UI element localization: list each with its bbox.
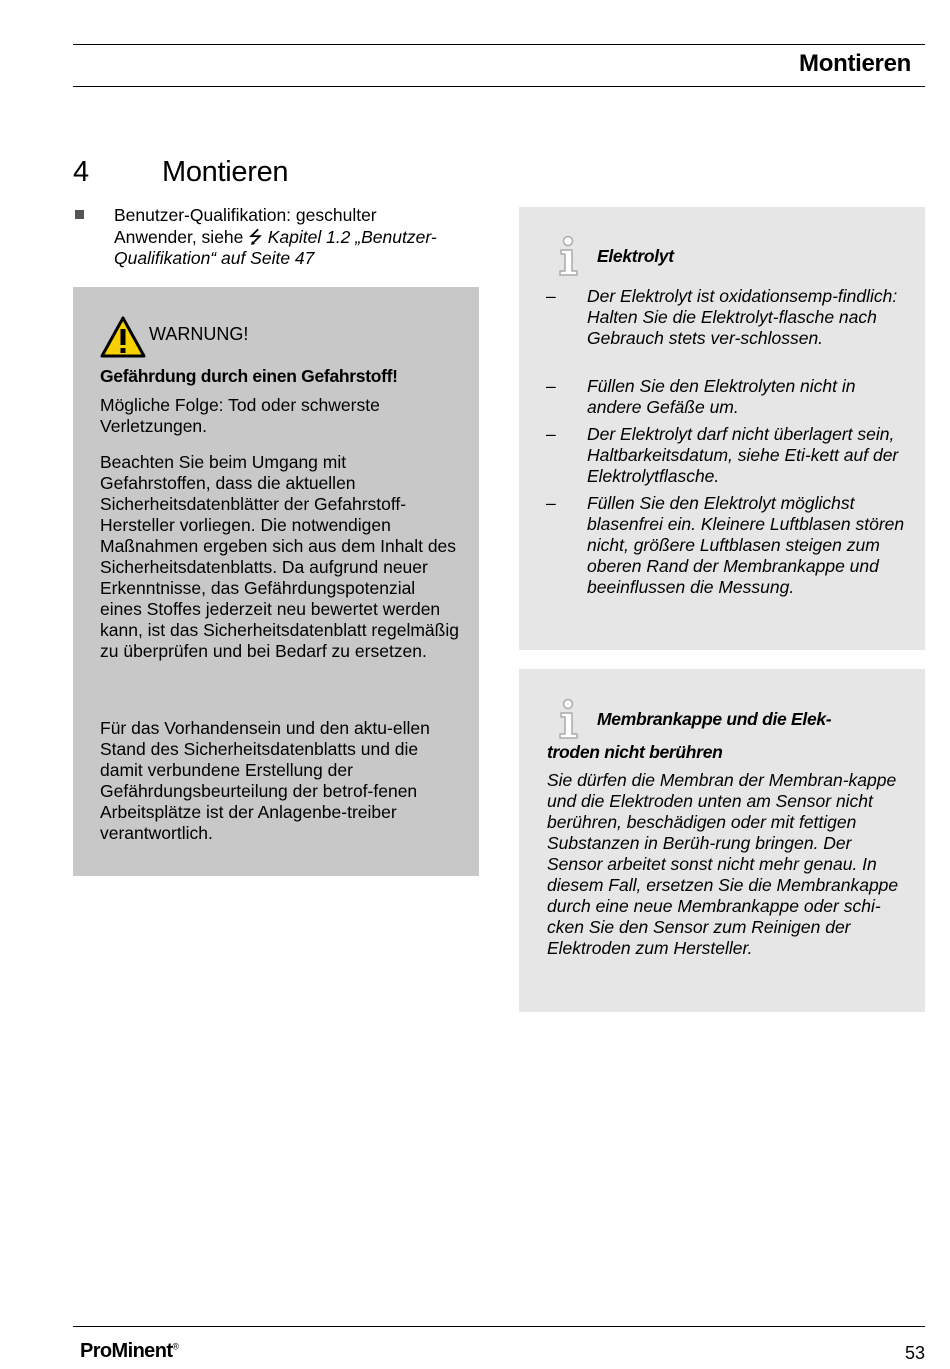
qualification-line-1: Benutzer-Qualifikation: geschulter: [114, 205, 377, 225]
dash-bullet: –: [546, 493, 556, 513]
page-number: 53: [904, 1343, 925, 1363]
dash-bullet: –: [546, 286, 556, 306]
warning-box: [73, 287, 479, 876]
warning-paragraph: Für das Vorhandensein und den aktu-ellen Stand des Sicherheitsdatenblatts und die damit verbundene Erstellung der Gefährdungsbeurteilung der betrof-fenen Arbeitsplätze ist der Anlagenbe-treiber verantwortlich.: [100, 718, 430, 843]
info-icon: [556, 235, 584, 277]
list-item: – Der Elektrolyt darf nicht überlagert sein, Haltbarkeitsdatum, siehe Eti-kett auf der Elektrolytflasche.: [546, 424, 899, 486]
info-box-electrolyte: [519, 207, 925, 650]
info-title-cont: troden nicht berühren: [547, 742, 723, 762]
running-head: Montieren: [799, 50, 911, 77]
list-item: – Füllen Sie den Elektrolyten nicht in andere Gefäße um.: [546, 376, 856, 417]
dash-bullet: –: [546, 424, 556, 444]
chapter-title: Montieren: [162, 156, 289, 188]
info-box-membrane: [519, 669, 925, 1012]
prominent-logo: ProMinent®: [80, 1340, 179, 1362]
header-bottom-rule: [73, 86, 925, 87]
list-item: – Füllen Sie den Elektrolyt möglichst blasenfrei ein. Kleinere Luftblasen stören nicht, größere Luftblasen steigen zum oberen Rand der Membrankappe und beeinflussen die Messung.: [546, 493, 905, 597]
info-title: Membrankappe und die Elek-: [597, 709, 832, 729]
dash-bullet: –: [546, 376, 556, 396]
cross-reference-link-cont[interactable]: Qualifikation“ auf Seite 47: [114, 248, 315, 268]
square-bullet-icon: [75, 210, 84, 219]
header-top-rule: [73, 44, 925, 45]
list-item: – Der Elektrolyt ist oxidationsemp-findlich: Halten Sie die Elektrolyt-flasche nach Gebrauch stets ver-schlossen.: [546, 286, 898, 348]
qualification-list-item: [73, 205, 483, 270]
info-icon: [556, 698, 584, 740]
warning-signal-word: WARNUNG!: [149, 324, 249, 344]
qualification-line-2: Anwender, siehe: [114, 226, 244, 247]
warning-paragraph: Beachten Sie beim Umgang mit Gefahrstoffen, dass die aktuellen Sicherheitsdatenblätter der Gefahrstoff-Hersteller vorliegen. Die notwendigen Maßnahmen ergeben sich aus dem Inhalt des Sicherheitsdatenblatts. Da aufgrund neuer Erkenntnisse, das Gefährdungspotenzial eines Stoffes jederzeit neu bewertet werden kann, ist das Sicherheitsdatenblatt regelmäßig zu überprüfen und bei Bedarf zu ersetzen.: [100, 452, 459, 661]
chapter-number: 4: [73, 156, 90, 188]
info-title: Elektrolyt: [597, 246, 674, 266]
warning-hazard: Gefährdung durch einen Gefahrstoff!: [100, 366, 398, 386]
info-body: Sie dürfen die Membran der Membran-kappe und die Elektroden unten am Sensor nicht berühren, beschädigen oder mit fettigen Substanzen in Berüh-rung bringen. Der Sensor arbeitet sonst nicht mehr genau. In diesem Fall, ersetzen Sie die Membrankappe durch eine neue Membrankappe oder schi-cken Sie den Sensor zum Reinigen der Elektroden zum Hersteller.: [547, 770, 899, 958]
warning-triangle-icon: [100, 316, 146, 358]
footer-rule: [73, 1326, 925, 1327]
cross-reference-link[interactable]: ⭍ Kapitel 1.2 „Benutzer-: [248, 226, 437, 247]
warning-consequence: Mögliche Folge: Tod oder schwerste Verletzungen.: [100, 395, 380, 436]
reference-arrow-icon: ⭍: [248, 226, 263, 247]
